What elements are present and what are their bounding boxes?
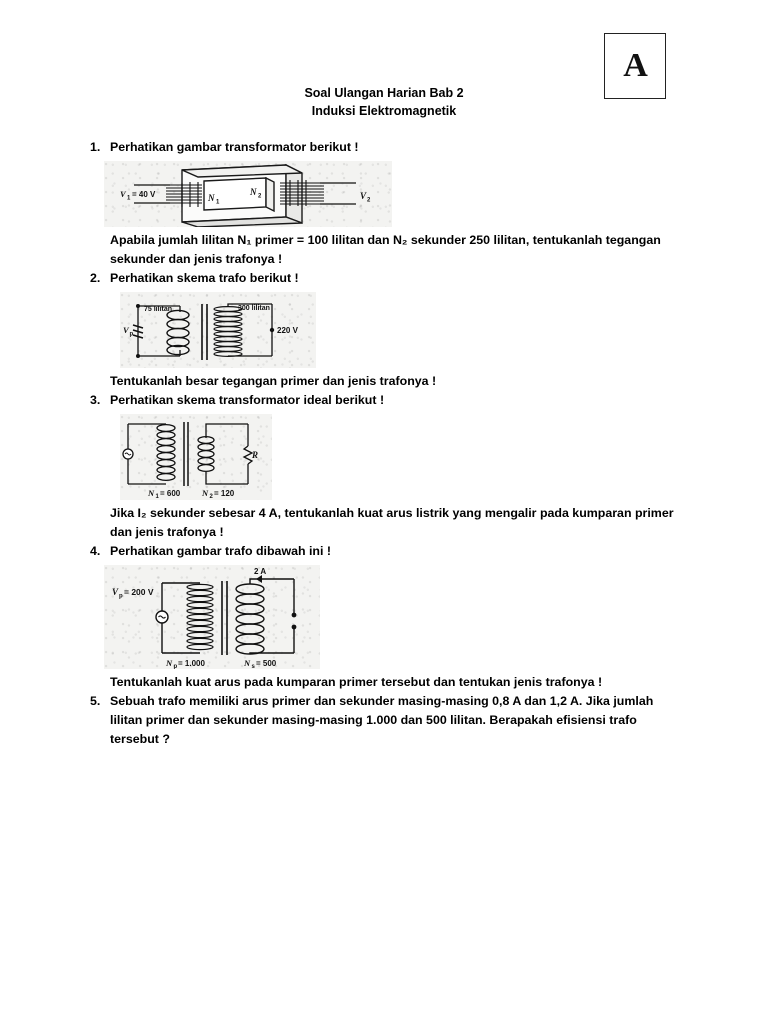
question-4-number: 4. <box>90 544 101 558</box>
svg-text:= 1.000: = 1.000 <box>178 659 205 668</box>
label-220v: 220 V <box>277 326 298 335</box>
question-5 <box>90 692 675 749</box>
ac-source-icon <box>123 449 133 459</box>
title-line-1: Soal Ulangan Harian Bab 2 <box>304 86 464 100</box>
question-5-body-line-1: lilitan primer dan sekunder masing-masing 1.000 dan 500 lilitan. Berapakah efisiensi trafo <box>110 713 637 727</box>
figure-4-drawing <box>104 565 320 669</box>
svg-text:= 500: = 500 <box>256 659 277 668</box>
figure-ideal-transformer-schematic <box>120 414 272 500</box>
question-1-prompt: Perhatikan gambar transformator berikut ! <box>110 140 359 154</box>
question-2-body-line-1: Tentukanlah besar tegangan primer dan jenis trafonya ! <box>110 374 437 388</box>
question-5-number: 5. <box>90 694 101 708</box>
svg-text:= 600: = 600 <box>160 489 181 498</box>
label-n2-120: N <box>202 488 209 498</box>
figure-transformer-schematic-step-up <box>120 292 316 368</box>
svg-text:= 40 V: = 40 V <box>132 190 156 199</box>
svg-text:p: p <box>119 593 123 600</box>
question-4 <box>90 542 675 692</box>
question-list <box>90 138 675 749</box>
question-2-prompt: Perhatikan skema trafo berikut ! <box>110 271 299 285</box>
question-1-number: 1. <box>90 140 101 154</box>
svg-text:p: p <box>129 331 134 338</box>
node-dot <box>136 304 140 308</box>
question-2 <box>90 269 675 391</box>
label-vp: V <box>123 325 129 335</box>
label-ns-500: N <box>244 658 251 668</box>
label-n1: N <box>208 193 215 203</box>
question-1-body-line-1: Apabila jumlah lilitan N₁ primer = 100 lilitan dan N₂ sekunder 250 lilitan, tentukanlah tegangan <box>110 233 661 247</box>
question-5-prompt: Sebuah trafo memiliki arus primer dan sekunder masing-masing 0,8 A dan 1,2 A. Jika jumlah <box>110 694 654 708</box>
question-3-body-line-2: dan jenis trafonya ! <box>110 525 224 539</box>
label-2a: 2 A <box>254 567 267 576</box>
title-line-2: Induksi Elektromagnetik <box>311 104 457 118</box>
question-2-body <box>110 372 675 391</box>
figure-transformer-core-3d <box>104 161 392 227</box>
label-v1: V <box>120 189 126 199</box>
logo-letter-a: A <box>623 47 647 84</box>
question-5-body <box>110 711 675 749</box>
question-4-prompt: Perhatikan gambar trafo dibawah ini ! <box>110 544 332 558</box>
question-5-body-line-2: tersebut ? <box>110 732 170 746</box>
question-3 <box>90 391 675 542</box>
ac-source-icon <box>156 611 168 623</box>
question-4-body <box>110 673 675 692</box>
svg-text:= 120: = 120 <box>214 489 235 498</box>
resistor-icon <box>244 446 252 464</box>
question-3-prompt: Perhatikan skema transformator ideal berikut ! <box>110 393 385 407</box>
svg-text:1: 1 <box>216 199 220 206</box>
question-1-heading <box>90 138 675 157</box>
svg-text:2: 2 <box>209 494 213 500</box>
label-300-lilitan: 300 lilitan <box>238 305 270 312</box>
question-3-number: 3. <box>90 393 101 407</box>
svg-text:= 200 V: = 200 V <box>124 587 154 597</box>
label-n1-600: N <box>148 488 155 498</box>
label-np-1000: N <box>166 658 173 668</box>
question-4-heading <box>90 542 675 561</box>
question-1-body <box>110 231 675 269</box>
svg-text:s: s <box>251 664 255 669</box>
label-v2: V <box>360 191 367 201</box>
svg-text:2: 2 <box>367 197 371 204</box>
page-title <box>0 84 768 120</box>
label-n2: N <box>250 187 257 197</box>
question-5-heading <box>90 692 675 711</box>
svg-text:2: 2 <box>258 193 262 200</box>
figure-1-drawing <box>104 161 392 227</box>
figure-2-drawing <box>120 292 316 368</box>
question-4-body-line-1: Tentukanlah kuat arus pada kumparan primer tersebut dan tentukan jenis trafonya ! <box>110 675 603 689</box>
figure-transformer-schematic-step-down <box>104 565 320 669</box>
question-3-heading <box>90 391 675 410</box>
question-2-number: 2. <box>90 271 101 285</box>
label-resistor-r: R <box>252 450 259 460</box>
current-arrow-icon <box>256 575 262 583</box>
svg-text:1: 1 <box>127 195 131 202</box>
question-1 <box>90 138 675 269</box>
question-3-body-line-1: Jika I₂ sekunder sebesar 4 A, tentukanlah kuat arus listrik yang mengalir pada kumparan primer <box>110 506 674 520</box>
figure-3-drawing <box>120 414 272 500</box>
svg-text:1: 1 <box>155 494 159 500</box>
label-vp-200v: V <box>112 587 119 597</box>
question-1-body-line-2: sekunder dan jenis trafonya ! <box>110 252 283 266</box>
question-2-heading <box>90 269 675 288</box>
svg-text:p: p <box>173 664 178 669</box>
label-75-lilitan: 75 lilitan <box>144 306 173 313</box>
question-3-body <box>110 504 675 542</box>
